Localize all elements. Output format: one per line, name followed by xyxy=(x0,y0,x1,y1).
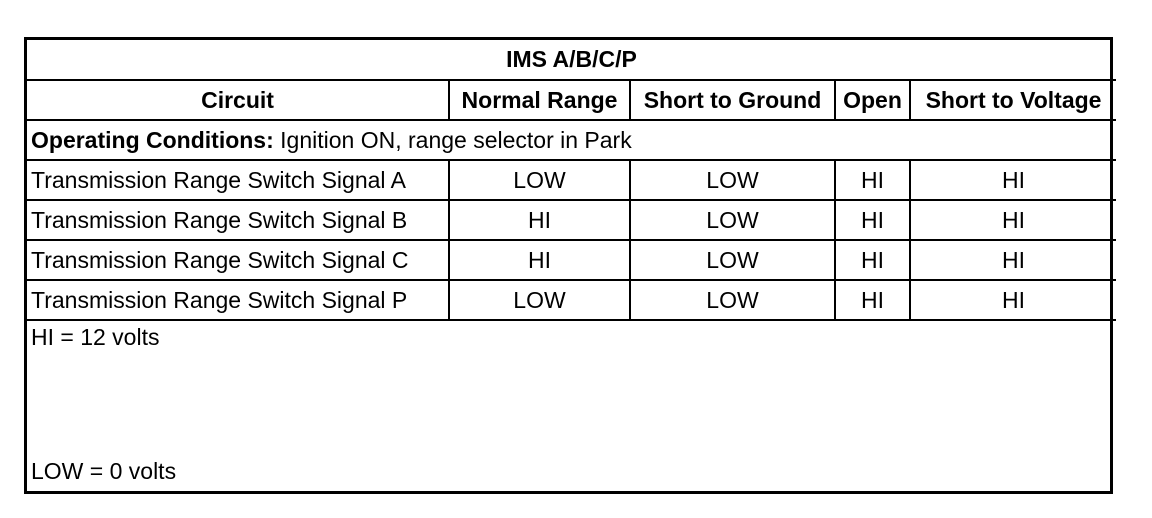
normal-range-value: LOW xyxy=(449,160,630,200)
open-value: HI xyxy=(835,200,910,240)
circuit-name: Transmission Range Switch Signal B xyxy=(27,200,449,240)
short-to-voltage-value: HI xyxy=(910,200,1116,240)
table-title-row xyxy=(27,40,1116,80)
notes-section xyxy=(27,318,1110,491)
operating-conditions-text: Ignition ON, range selector in Park xyxy=(273,126,632,153)
table-row xyxy=(27,200,1116,240)
table-header-row xyxy=(27,80,1116,120)
header-short-to-ground: Short to Ground xyxy=(630,80,835,120)
short-to-ground-value: LOW xyxy=(630,200,835,240)
ims-table-container xyxy=(24,37,1113,494)
short-to-ground-value: LOW xyxy=(630,240,835,280)
normal-range-value: LOW xyxy=(449,280,630,320)
normal-range-value: HI xyxy=(449,200,630,240)
circuit-name: Transmission Range Switch Signal P xyxy=(27,280,449,320)
normal-range-value: HI xyxy=(449,240,630,280)
header-normal-range: Normal Range xyxy=(449,80,630,120)
hi-note: HI = 12 volts xyxy=(31,324,160,350)
short-to-voltage-value: HI xyxy=(910,240,1116,280)
operating-conditions-label: Operating Conditions: xyxy=(31,126,274,153)
table-title: IMS A/B/C/P xyxy=(27,40,1116,80)
open-value: HI xyxy=(835,240,910,280)
header-circuit: Circuit xyxy=(27,80,449,120)
circuit-name: Transmission Range Switch Signal A xyxy=(27,160,449,200)
operating-conditions xyxy=(27,120,1116,160)
operating-conditions-row xyxy=(27,120,1116,160)
low-note: LOW = 0 volts xyxy=(31,458,177,484)
short-to-ground-value: LOW xyxy=(630,280,835,320)
open-value: HI xyxy=(835,280,910,320)
short-to-voltage-value: HI xyxy=(910,160,1116,200)
table-row xyxy=(27,240,1116,280)
table-row xyxy=(27,280,1116,320)
table-row xyxy=(27,160,1116,200)
header-short-to-voltage: Short to Voltage xyxy=(910,80,1116,120)
short-to-voltage-value: HI xyxy=(910,280,1116,320)
circuit-name: Transmission Range Switch Signal C xyxy=(27,240,449,280)
ims-diagnostic-table xyxy=(27,40,1116,321)
header-open: Open xyxy=(835,80,910,120)
open-value: HI xyxy=(835,160,910,200)
short-to-ground-value: LOW xyxy=(630,160,835,200)
